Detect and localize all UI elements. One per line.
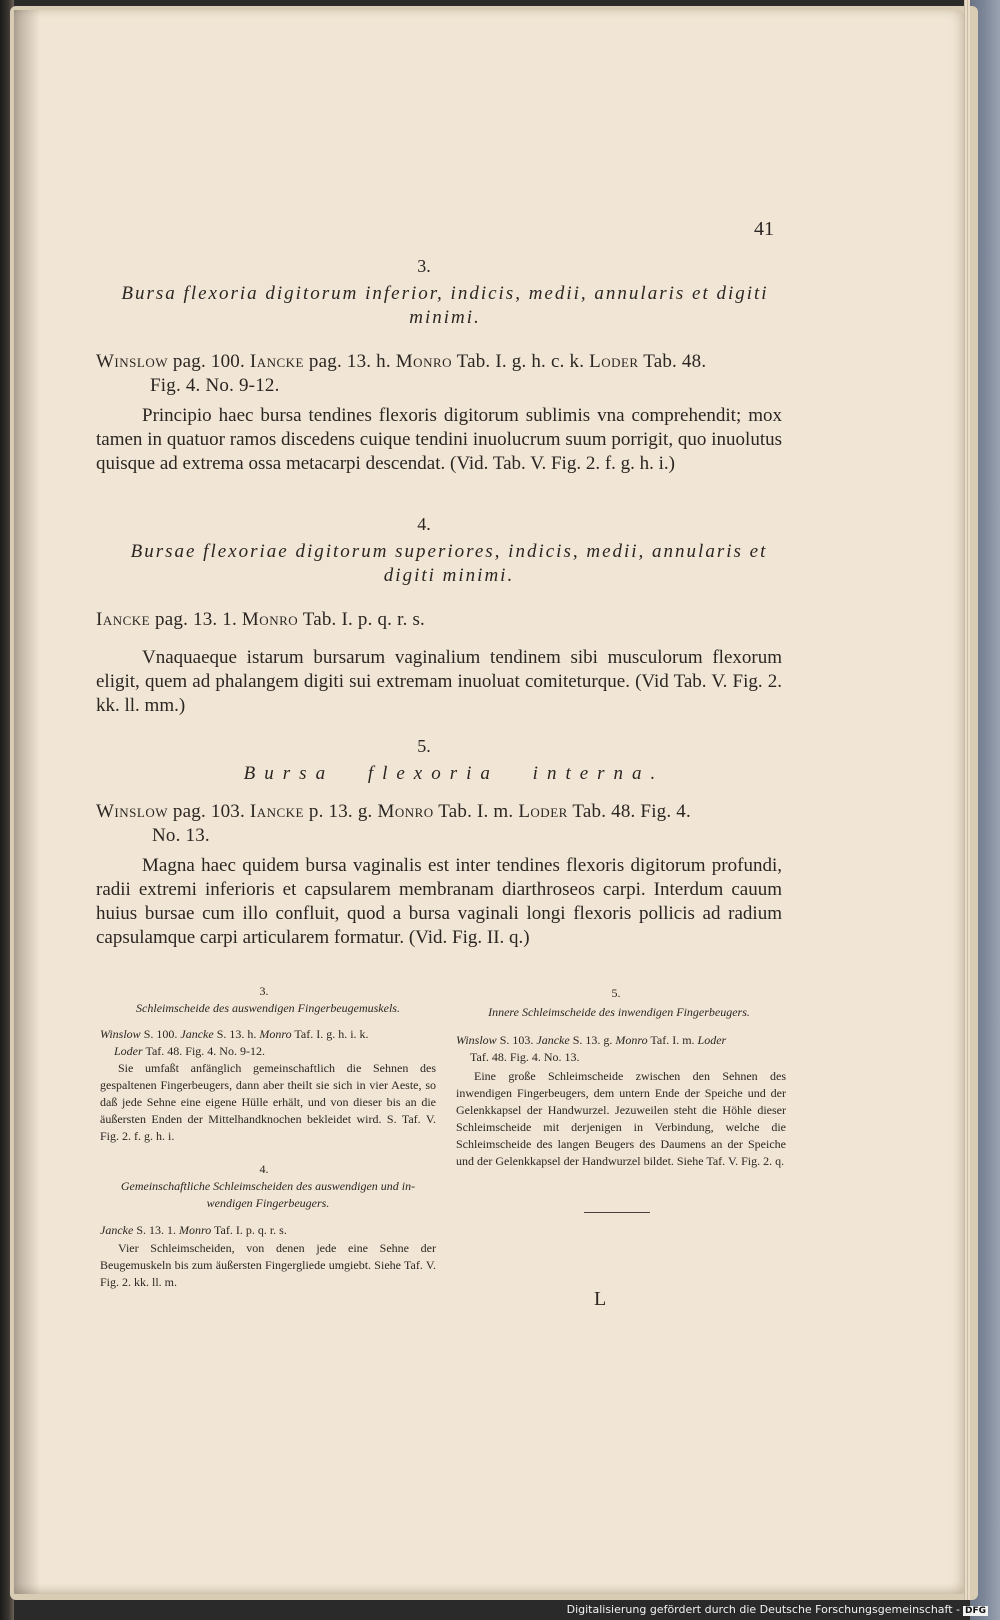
german-5-title: Innere Schleimscheide des inwendigen Fingerbeugers.: [488, 1005, 750, 1019]
signature-mark: L: [594, 1288, 607, 1310]
section-3-title-line-2: minimi.: [409, 307, 481, 328]
author-monro: Monro: [395, 351, 453, 372]
dfg-logo: DFG: [964, 1606, 986, 1616]
author-monro: Monro: [377, 801, 434, 822]
german-4-title: Gemeinschaftliche Schleimscheiden des auswendigen und in- wendigen Fingerbeugers.: [120, 1179, 416, 1210]
german-5-number: 5.: [611, 986, 621, 1000]
section-3-references: Winslow pag. 100. Iancke pag. 13. h. Monro Tab. I. g. h. c. k. Loder Tab. 48. Fig. 4. No. 9-12.: [96, 350, 796, 398]
german-5-body: Eine große Schleimscheide zwischen den Sehnen des inwendigen Fingerbeugers, dem untern Ende der Speiche und der Gelenkkapsel der Handwurzel. Jezuweilen steht die Höhle dieser Schleimscheide mit derjenigen in Verbindung, welche die Schleimscheide des langen Beugers des Daumens an der Speiche und der Gelenkkapsel der Handwurzel bildet. Siehe Taf. V. Fig. 2. q.: [456, 1069, 786, 1168]
author-iancke: Iancke: [249, 351, 304, 372]
author-winslow: Winslow: [96, 801, 168, 822]
german-3-references: Winslow S. 100. Jancke S. 13. h. Monro Taf. I. g. h. i. k. Loder Taf. 48. Fig. 4. No. 9-12.: [100, 1027, 369, 1058]
page-gutter: [14, 10, 40, 1594]
footer-credit: [567, 1603, 988, 1616]
author-monro: Monro: [241, 609, 299, 630]
page-edge-stack: [964, 0, 970, 1600]
section-4-body: Vnaquaeque istarum bursarum vaginalium tendinem sibi musculorum flexorum eligit, quem ad phalangem digiti sui extremam inuoluat comiteturque. (Vid Tab. V. Fig. 2. kk. ll. mm.): [96, 647, 782, 716]
german-4-body: Vier Schleimscheiden, von denen jede eine Sehne der Beugemuskeln bis zum äußersten Fingergliede umgiebt. Siehe Taf. V. Fig. 2. kk. ll. m.: [100, 1241, 436, 1289]
german-5-references: Winslow S. 103. Jancke S. 13. g. Monro Taf. I. m. Loder Taf. 48. Fig. 4. No. 13.: [456, 1033, 727, 1064]
book-page: [14, 10, 966, 1594]
end-rule: [584, 1212, 650, 1213]
section-4-number: 4.: [417, 514, 431, 534]
section-3-number: 3.: [417, 256, 431, 276]
section-5-number: 5.: [417, 736, 431, 756]
author-loder: Loder: [589, 351, 639, 372]
german-4-references: Jancke S. 13. 1. Monro Taf. I. p. q. r. s.: [100, 1223, 287, 1237]
author-iancke: Iancke: [96, 609, 151, 630]
section-4-title: [104, 540, 794, 588]
author-iancke: Iancke: [249, 801, 304, 822]
section-4-title-line-1: Bursae flexoriae digitorum superiores, indicis, medii, annularis et: [130, 541, 768, 562]
german-3-title: Schleimscheide des auswendigen Fingerbeugemuskels.: [136, 1001, 400, 1015]
author-loder: Loder: [518, 801, 568, 822]
section-5-body: Magna haec quidem bursa vaginalis est inter tendines flexoris digitorum profundi, radii extremi inferioris et capsularem membranam diarthroseos carpi. Interdum cauum huius bursae cum illo confluit, quod a bursa vaginali longi flexoris pollicis ad radium capsulamque carpi articularem formatur. (Vid. Fig. II. q.): [96, 855, 782, 948]
section-3-title-line-1: Bursa flexoria digitorum inferior, indicis, medii, annularis et digiti: [121, 283, 769, 304]
section-3-references-line-2: Fig. 4. No. 9-12.: [150, 375, 280, 396]
german-4-number: 4.: [259, 1162, 269, 1176]
section-5-references: Winslow pag. 103. Iancke p. 13. g. Monro Tab. I. m. Loder Tab. 48. Fig. 4. No. 13.: [96, 800, 796, 848]
section-5-title: Bursa flexoria interna.: [243, 763, 665, 784]
footer-text: Digitalisierung gefördert durch die Deutsche Forschungsgemeinschaft -: [566, 1603, 960, 1616]
author-winslow: Winslow: [96, 351, 168, 372]
section-4-references: Iancke pag. 13. 1. Monro Tab. I. p. q. r. s.: [96, 609, 426, 630]
section-3-body: Principio haec bursa tendines flexoris digitorum sublimis vna comprehendit; mox tamen in quatuor ramos discedens cuique tendini inuolucrum suum porrigit, quo inuolutus quisque ad extrema ossa metacarpi descendat. (Vid. Tab. V. Fig. 2. f. g. h. i.): [96, 405, 782, 474]
page-number: 41: [754, 218, 774, 240]
section-4-title-line-2: digiti minimi.: [383, 565, 515, 586]
german-3-body: Sie umfaßt anfänglich gemeinschaftlich die Sehnen des gespaltenen Fingerbeugers, dann aber theilt sie sich in vier Aeste, so daß jede Sehne eine eigene Hülle erhält, und von dieser bis an die äußersten Enden der Mittelhandknochen bekleidet wird. S. Taf. V. Fig. 2. f. g. h. i.: [100, 1061, 436, 1143]
section-5-references-line-2: No. 13.: [152, 825, 210, 846]
german-3-number: 3.: [259, 984, 269, 998]
section-3-title: [100, 282, 790, 330]
